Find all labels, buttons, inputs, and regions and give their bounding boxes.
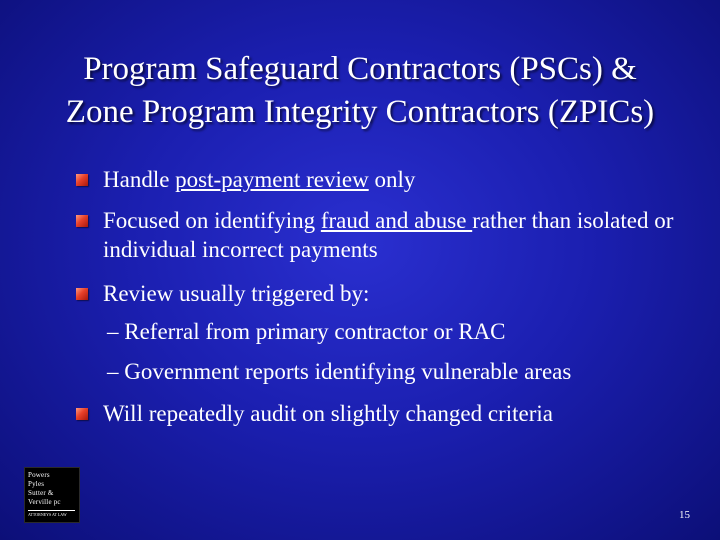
- sub-bullet-item: – Government reports identifying vulnerable areas: [107, 359, 572, 384]
- bullet-emphasis: post-payment review: [175, 167, 369, 192]
- logo-line: Pyles: [28, 480, 45, 488]
- bullet-text-part: only: [368, 167, 416, 192]
- firm-logo: [24, 467, 80, 523]
- bullet-emphasis: fraud and abuse: [320, 208, 473, 233]
- slide-title-line-2: Zone Program Integrity Contractors (ZPICs): [65, 94, 655, 130]
- slide-title: [20, 48, 700, 134]
- square-bullet-icon: [76, 408, 88, 420]
- slide-title-line-1: Program Safeguard Contractors (PSCs) &: [83, 51, 637, 87]
- bullet-text-part: Focused on identifying: [103, 208, 321, 233]
- bullet-text-part: Handle: [103, 167, 176, 192]
- page-number: 15: [679, 509, 690, 521]
- square-bullet-icon: [76, 174, 88, 186]
- bullet-text: Will repeatedly audit on slightly changed criteria: [103, 401, 553, 426]
- sub-bullet-item: – Referral from primary contractor or RAC: [107, 319, 506, 344]
- bullet-text: [103, 206, 703, 264]
- square-bullet-icon: [76, 288, 88, 300]
- bullet-text: Review usually triggered by:: [103, 281, 370, 306]
- logo-line: Verville pc: [28, 498, 61, 506]
- logo-tagline: ATTORNEYS AT LAW: [28, 512, 67, 517]
- bullet-text: [103, 165, 703, 194]
- logo-divider: [28, 510, 75, 511]
- logo-line: Powers: [28, 471, 50, 479]
- bullet-text-part: rather than isolated or individual incorrect payments: [103, 208, 674, 262]
- logo-line: Sutter &: [28, 489, 54, 497]
- square-bullet-icon: [76, 215, 88, 227]
